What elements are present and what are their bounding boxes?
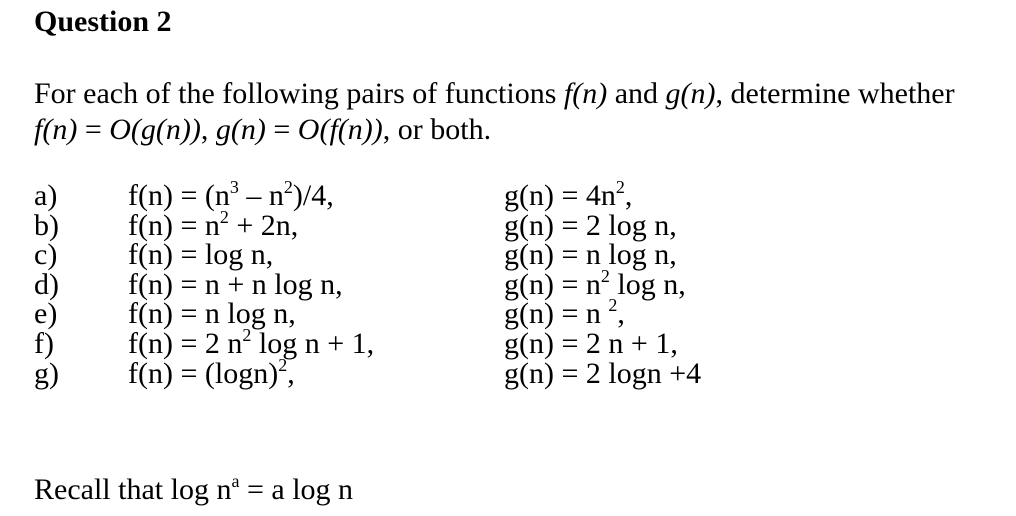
f-expression: f(n) = n + n log n,: [128, 267, 343, 301]
g-expression: g(n) = n log n,: [504, 238, 677, 272]
g-expression: g(n) = 2 log n,: [504, 208, 677, 242]
recall-note: Recall that $\log n^a = a$ log n: [34, 471, 354, 506]
pair-label: d): [34, 267, 59, 301]
pair-label: g): [34, 356, 59, 390]
f-expression: $f(n) = (n^3 - n^2)/4$,: [128, 177, 334, 212]
g-expression: g(n) = 2 logn +4: [504, 356, 702, 390]
f-expression: f(n) = 2 $n^2$ log n + 1,: [128, 324, 375, 360]
pair-label: b): [34, 208, 59, 242]
g-expression: g(n) = 2 n + 1,: [504, 326, 678, 360]
f-expression: $f(n) = n^2 + 2n$,: [128, 206, 299, 242]
pair-label: e): [34, 297, 58, 331]
prompt-line-1: For each of the following pairs of functions f(n) and g(n), determine whether: [34, 77, 955, 110]
question-title: Question 2: [34, 5, 172, 38]
g-expression: g(n) = n $^2$,: [504, 295, 625, 331]
g-expression: $g(n) = 4n^2$,: [504, 177, 633, 212]
g-of-n: g(n): [665, 77, 716, 110]
pair-label: a): [34, 179, 58, 212]
f-of-n: f(n): [563, 77, 608, 110]
question-prompt: [34, 76, 1004, 148]
prompt-line-2: f(n) = O(g(n)), g(n) = O(f(n)), or both.: [34, 113, 492, 146]
pair-label: f): [34, 326, 54, 360]
g-expression: $g(n) = n^2$ log n,: [504, 265, 686, 301]
f-expression: f(n) = log n,: [128, 238, 274, 272]
pair-label: c): [34, 238, 58, 272]
f-expression: $f(n) = (\log n)^2$,: [128, 354, 295, 390]
f-expression: f(n) = n log n,: [128, 297, 296, 331]
